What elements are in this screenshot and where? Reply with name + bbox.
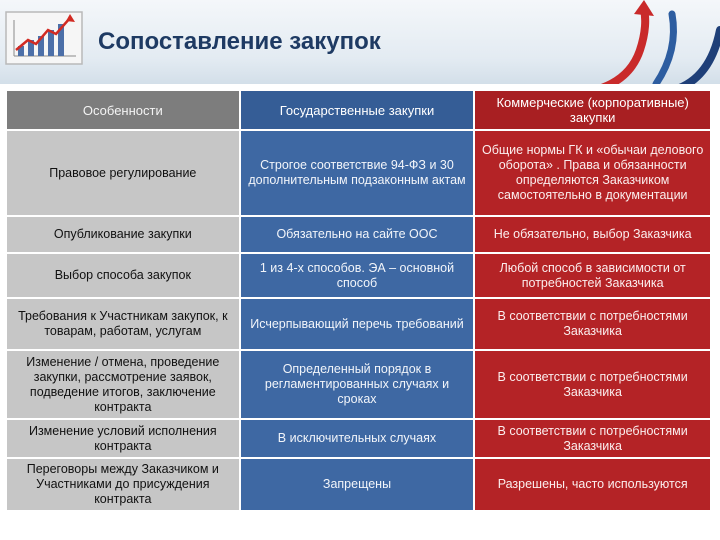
table-row [7,131,710,215]
table-header-row [7,91,710,129]
table-row [7,459,710,510]
row-commercial: Не обязательно, выбор Заказчика [475,217,710,252]
table-row [7,351,710,418]
row-commercial: Общие нормы ГК и «обычаи делового оборота» . Права и обязанности определяются Заказчиком самостоятельно в документации [475,131,710,215]
row-government: В исключительных случаях [241,420,474,457]
row-commercial: В соответствии с потребностями Заказчика [475,351,710,418]
row-feature: Опубликование закупки [7,217,239,252]
row-feature: Требования к Участникам закупок, к товарам, работам, услугам [7,299,239,349]
growth-chart-icon [4,10,84,66]
row-feature: Выбор способа закупок [7,254,239,297]
row-government: Обязательно на сайте ООС [241,217,474,252]
row-government: Определенный порядок в регламентированных случаях и сроках [241,351,474,418]
header-commercial: Коммерческие (корпоративные) закупки [475,91,710,129]
row-commercial: В соответствии с потребностями Заказчика [475,299,710,349]
table-row [7,299,710,349]
table-row [7,217,710,252]
table-row [7,254,710,297]
row-government: Исчерпывающий перечь требований [241,299,474,349]
table-row [7,420,710,457]
header-government: Государственные закупки [241,91,474,129]
row-feature: Правовое регулирование [7,131,239,215]
row-feature: Переговоры между Заказчиком и Участниками до присуждения контракта [7,459,239,510]
header-features: Особенности [7,91,239,129]
comparison-table [5,89,712,512]
row-feature: Изменение / отмена, проведение закупки, рассмотрение заявок, подведение итогов, заключение контракта [7,351,239,418]
row-commercial: В соответствии с потребностями Заказчика [475,420,710,457]
row-government: Строгое соответствие 94-ФЗ и 30 дополнительным подзаконным актам [241,131,474,215]
row-feature: Изменение условий исполнения контракта [7,420,239,457]
row-government: 1 из 4-х способов. ЭА – основной способ [241,254,474,297]
row-commercial: Разрешены, часто используются [475,459,710,510]
row-government: Запрещены [241,459,474,510]
page-title: Сопоставление закупок [98,28,381,55]
row-commercial: Любой способ в зависимости от потребностей Заказчика [475,254,710,297]
slide-header [0,0,720,84]
